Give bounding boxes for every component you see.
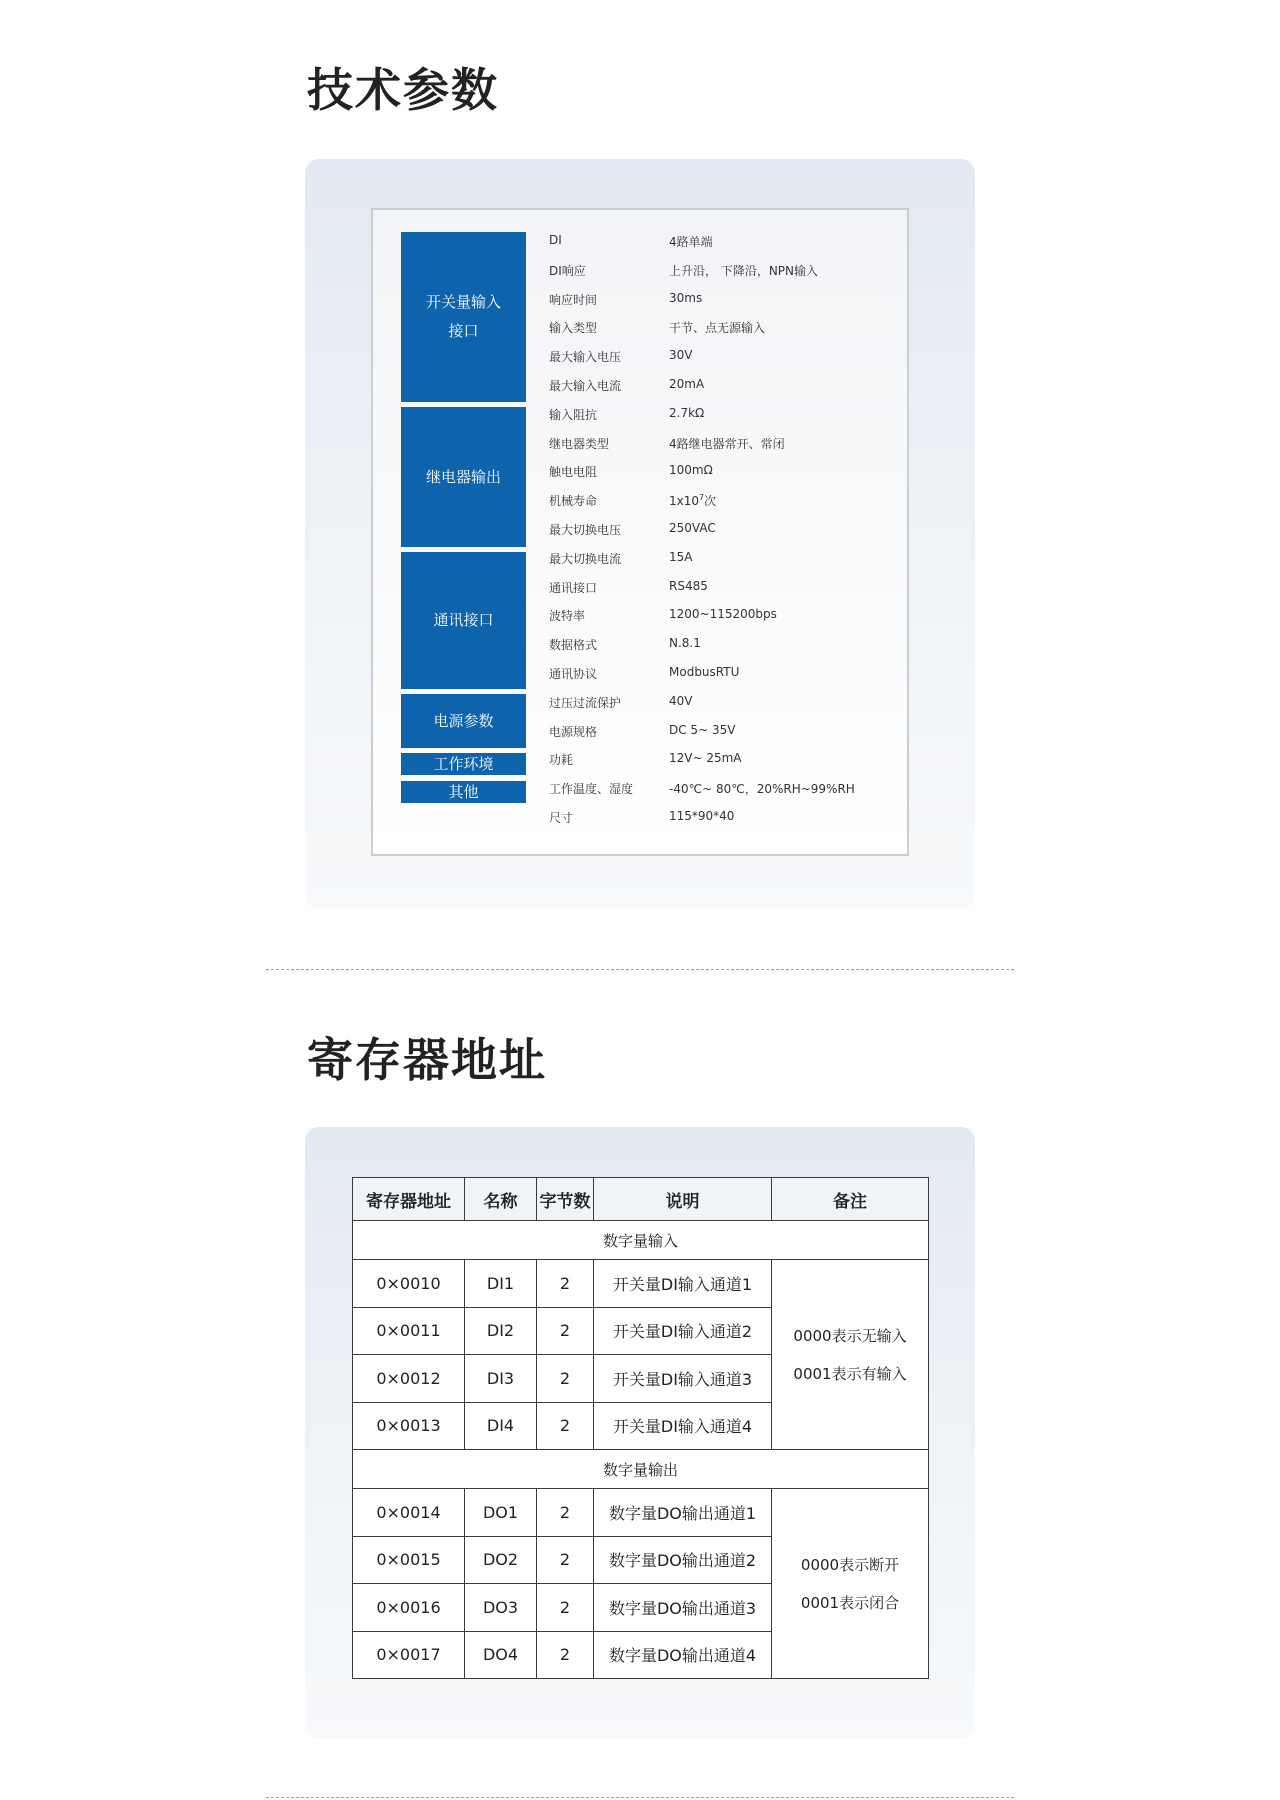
spec-value-text: 上升沿， 下降沿，NPN输入 — [669, 263, 819, 278]
spec-key: 过压过流保护 — [549, 695, 622, 710]
register-description: 开关量DI输入通道1 — [594, 1260, 772, 1308]
register-description: 开关量DI输入通道4 — [594, 1402, 772, 1450]
spec-value — [669, 521, 716, 535]
spec-value-text: 4路继电器常开、常闭 — [669, 436, 785, 451]
register-name: DO1 — [465, 1489, 537, 1537]
register-name: DI2 — [465, 1307, 537, 1355]
spec-key: DI — [549, 233, 562, 247]
spec-group-label: 开关量输入 — [425, 293, 501, 311]
spec-value — [669, 348, 692, 362]
section-divider — [266, 969, 1014, 970]
register-name: DO3 — [465, 1584, 537, 1632]
spec-card — [371, 208, 909, 856]
register-name: DI1 — [465, 1260, 537, 1308]
spec-key: 最大输入电压 — [549, 350, 622, 365]
spec-section-title: 技术参数 — [307, 63, 499, 117]
spec-row — [373, 255, 907, 284]
spec-value — [669, 463, 713, 477]
register-remark — [772, 1260, 929, 1450]
spec-value — [669, 751, 742, 765]
register-address: 0×0014 — [353, 1489, 465, 1537]
spec-key: 触电电阻 — [549, 465, 598, 480]
spec-row — [373, 312, 907, 341]
register-description: 数字量DO输出通道4 — [594, 1631, 772, 1679]
spec-value — [669, 665, 739, 679]
register-group-row — [353, 1450, 929, 1489]
register-description: 数字量DO输出通道3 — [594, 1584, 772, 1632]
header-register-address: 寄存器地址 — [353, 1178, 465, 1221]
spec-row — [373, 629, 907, 658]
spec-value-text: 2.7kΩ — [669, 405, 705, 420]
spec-value-text: 30V — [669, 348, 693, 363]
spec-key: 电源规格 — [549, 724, 598, 739]
spec-key: 通讯协议 — [549, 666, 598, 681]
spec-value — [669, 492, 716, 509]
spec-row — [373, 226, 907, 255]
spec-key: 机械寿命 — [549, 494, 598, 509]
spec-row — [373, 514, 907, 543]
header-description: 说明 — [594, 1178, 772, 1221]
spec-row — [373, 399, 907, 428]
header-bytes: 字节数 — [537, 1178, 594, 1221]
spec-row — [373, 341, 907, 370]
spec-value — [669, 262, 818, 279]
register-description: 开关量DI输入通道3 — [594, 1355, 772, 1403]
register-remark-line: 0001表示闭合 — [800, 1593, 900, 1612]
spec-value — [669, 435, 785, 452]
register-bytes: 2 — [537, 1355, 594, 1403]
spec-value — [669, 636, 701, 650]
spec-value — [669, 550, 692, 564]
spec-row — [373, 744, 907, 773]
register-description: 开关量DI输入通道2 — [594, 1307, 772, 1355]
spec-key: 数据格式 — [549, 638, 598, 653]
register-bytes: 2 — [537, 1489, 594, 1537]
spec-value-text: ModbusRTU — [669, 664, 740, 679]
register-bytes: 2 — [537, 1307, 594, 1355]
register-address: 0×0017 — [353, 1631, 465, 1679]
register-section-title: 寄存器地址 — [307, 1033, 547, 1087]
register-name: DI4 — [465, 1402, 537, 1450]
spec-value-text: 4路单端 — [669, 235, 713, 249]
spec-value-text: 115*90*40 — [669, 808, 735, 823]
header-name: 名称 — [465, 1178, 537, 1221]
register-table-header — [353, 1178, 929, 1221]
register-name: DI3 — [465, 1355, 537, 1403]
spec-row — [373, 600, 907, 629]
register-address: 0×0015 — [353, 1536, 465, 1584]
register-description: 数字量DO输出通道2 — [594, 1536, 772, 1584]
spec-value — [669, 809, 734, 823]
spec-value-text: 30ms — [669, 290, 703, 305]
spec-key: 最大输入电流 — [549, 378, 622, 393]
spec-value-text: RS485 — [669, 578, 708, 593]
spec-value — [669, 607, 777, 621]
register-bytes: 2 — [537, 1260, 594, 1308]
register-address: 0×0010 — [353, 1260, 465, 1308]
spec-value-text: 干节、点无源输入 — [669, 321, 766, 336]
register-name: DO4 — [465, 1631, 537, 1679]
spec-row — [373, 716, 907, 745]
register-bytes: 2 — [537, 1584, 594, 1632]
table-row — [353, 1260, 929, 1308]
spec-value-text: DC 5~ 35V — [669, 722, 736, 737]
register-address: 0×0012 — [353, 1355, 465, 1403]
spec-key: 输入阻抗 — [549, 407, 598, 422]
spec-value — [669, 319, 765, 336]
spec-value — [669, 694, 692, 708]
spec-value — [669, 233, 713, 250]
table-row — [353, 1489, 929, 1537]
register-address: 0×0013 — [353, 1402, 465, 1450]
register-panel — [305, 1127, 975, 1739]
spec-row — [373, 485, 907, 514]
register-remark-line: 0001表示有输入 — [793, 1364, 907, 1383]
spec-value-text: 20mA — [669, 376, 705, 391]
spec-value-suffix: 次 — [704, 494, 717, 509]
spec-rows — [373, 226, 907, 831]
spec-value — [669, 780, 855, 797]
spec-key: DI响应 — [549, 263, 586, 278]
register-group-row — [353, 1221, 929, 1260]
spec-panel — [305, 159, 975, 909]
spec-row — [373, 456, 907, 485]
spec-key: 波特率 — [549, 609, 586, 624]
spec-value-text: 1x10 — [669, 494, 700, 509]
spec-key: 功耗 — [549, 753, 574, 768]
spec-row — [373, 284, 907, 313]
spec-value — [669, 291, 702, 305]
register-bytes: 2 — [537, 1631, 594, 1679]
register-remark — [772, 1489, 929, 1679]
spec-row — [373, 687, 907, 716]
section-divider — [266, 1797, 1014, 1798]
spec-value — [669, 579, 708, 593]
spec-group-label: 继电器输出 — [425, 467, 501, 486]
spec-row — [373, 572, 907, 601]
register-remark-line: 0000表示无输入 — [793, 1326, 907, 1345]
spec-key: 通讯接口 — [549, 580, 598, 595]
spec-value — [669, 723, 735, 737]
spec-group-label: 工作环境 — [433, 755, 494, 773]
spec-value-text: 1200~115200bps — [669, 607, 777, 622]
spec-key: 继电器类型 — [549, 436, 610, 451]
spec-value — [669, 377, 704, 391]
register-group-label: 数字量输入 — [353, 1221, 929, 1260]
spec-row — [373, 802, 907, 831]
spec-group-label: 通讯接口 — [433, 611, 494, 629]
register-address: 0×0016 — [353, 1584, 465, 1632]
spec-key: 输入类型 — [549, 321, 598, 336]
spec-value-text: N.8.1 — [669, 636, 701, 651]
register-description: 数字量DO输出通道1 — [594, 1489, 772, 1537]
spec-row — [373, 543, 907, 572]
spec-value-exponent: 7 — [699, 493, 705, 503]
register-group-label: 数字量输出 — [353, 1450, 929, 1489]
spec-group-label: 电源参数 — [433, 711, 494, 730]
header-remark: 备注 — [772, 1178, 929, 1221]
spec-value-text: 12V~ 25mA — [669, 751, 742, 766]
spec-row — [373, 428, 907, 457]
spec-group-label: 接口 — [448, 322, 479, 340]
spec-value-text: 40V — [669, 693, 693, 708]
spec-value — [669, 406, 704, 420]
spec-value-text: 15A — [669, 549, 693, 564]
register-bytes: 2 — [537, 1402, 594, 1450]
spec-value-text: -40℃~ 80℃，20%RH~99%RH — [669, 782, 855, 797]
spec-row — [373, 773, 907, 802]
register-table-body — [353, 1221, 929, 1679]
register-table — [352, 1177, 929, 1679]
spec-row — [373, 370, 907, 399]
spec-key: 最大切换电流 — [549, 551, 622, 566]
register-address: 0×0011 — [353, 1307, 465, 1355]
spec-key: 响应时间 — [549, 292, 598, 307]
spec-key: 工作温度、湿度 — [549, 782, 634, 797]
spec-key: 最大切换电压 — [549, 522, 622, 537]
spec-group-label: 其他 — [448, 783, 479, 801]
spec-row — [373, 658, 907, 687]
register-name: DO2 — [465, 1536, 537, 1584]
spec-key: 尺寸 — [549, 810, 574, 825]
spec-value-text: 100mΩ — [669, 463, 713, 478]
register-bytes: 2 — [537, 1536, 594, 1584]
register-remark-line: 0000表示断开 — [800, 1555, 900, 1574]
spec-value-text: 250VAC — [669, 520, 716, 535]
